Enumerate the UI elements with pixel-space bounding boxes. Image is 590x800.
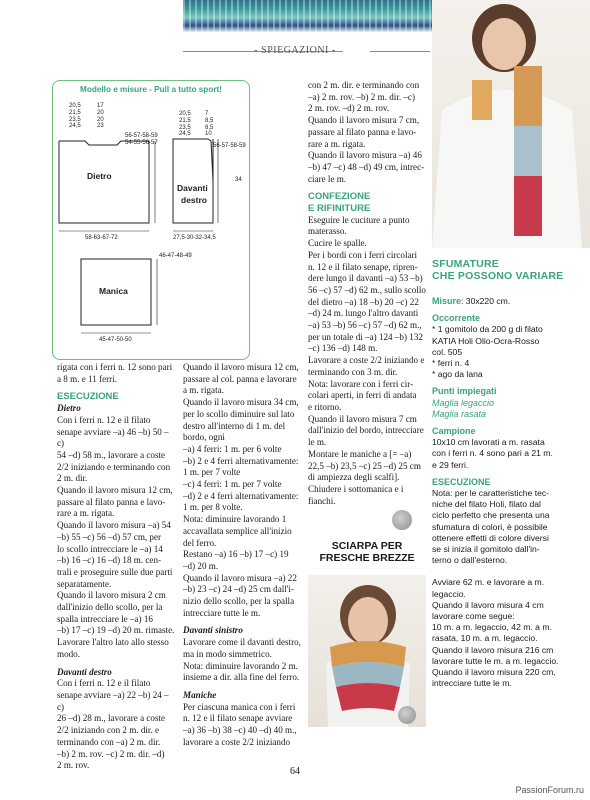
dietro-top-values: 17 20 20 23: [97, 103, 104, 130]
text-line: passare al filato panna e lavo-: [308, 126, 417, 137]
text-line: ciclo perfetto che presenta una: [432, 510, 550, 521]
text-line: accavallata semplice all'inizio: [183, 525, 292, 536]
text-line: lavorare tutte le m. a m. legaccio.: [432, 655, 559, 666]
text-line: 2 m. dir.: [57, 473, 88, 484]
column-2: [183, 362, 301, 749]
page-number: 64: [290, 766, 300, 777]
davanti-side: 56-57-58-59: [213, 143, 246, 149]
text-line: Quando il lavoro misura –a) 54: [57, 520, 171, 531]
text-line: terminando con 3 m. dir.: [308, 366, 398, 377]
text-line: con i ferri n. 4 sono pari a 21 m.: [432, 448, 553, 459]
text-line: spalla intrecciare le –a) 16: [57, 613, 153, 624]
text-line: nizio dello scollo, per la spalla: [183, 596, 295, 607]
text-line: –b) 2 e 4 ferri alternativamente:: [183, 455, 299, 466]
schematic-drawing: [53, 81, 251, 361]
sciarpa-title: SCIARPA PER FRESCHE BREZZE: [319, 540, 415, 564]
text-line: 26 –d) 28 m., lavorare a coste: [57, 713, 166, 724]
text-line: –b) 2 m. rov. –c) 2 m. dir. –d): [57, 748, 165, 759]
text-line: del ferro.: [183, 537, 217, 548]
maniche-instructions: [183, 702, 301, 749]
column-3: [308, 80, 430, 507]
text-line: Per ciascuna manica con i ferri: [183, 701, 296, 712]
misure-label: Misure: [432, 296, 462, 306]
text-line: Nota: diminuire lavorando 1: [183, 514, 287, 525]
dietro-instructions: [57, 415, 175, 661]
maniche-continued: [308, 80, 430, 185]
text-line: Nota: lavorare con i ferri cir-: [308, 378, 414, 389]
text-line: dall'inizio dello scollo, per la: [57, 602, 163, 613]
text-line: passare al filato panna e lavo-: [57, 496, 166, 507]
davanti-sinistro-instructions: [183, 637, 301, 684]
text-line: Per i bordi con i ferri circolari: [308, 249, 418, 260]
text-line: Con i ferri n. 12 e il filato: [57, 414, 151, 425]
text-line: –d) 24 m. lungo l'altro davanti: [308, 308, 419, 319]
text-line: passare al col. panna e lavorare: [183, 373, 297, 384]
schematic-diagram: [52, 80, 250, 360]
text-line: n. 12 e il filato senape avviare: [183, 713, 293, 724]
text-line: materasso.: [308, 226, 347, 237]
text-line: Quando il lavoro misura 2 cm: [57, 590, 166, 601]
text-line: Quando il lavoro misura 12 cm,: [183, 362, 299, 372]
model-illustration-large: [432, 0, 590, 248]
davanti-neck-measure: 34: [235, 177, 242, 183]
text-line: legaccio.: [432, 588, 466, 599]
text-line: Quando il lavoro misura 34 cm,: [183, 397, 299, 408]
davanti-top-sizes: 20,5 21,5 23,5 24,5: [179, 111, 191, 138]
text-line: Lavorare a coste 2/2 iniziando e: [308, 355, 425, 366]
text-line: 2/2 iniziando e terminando con: [57, 461, 171, 472]
esecuzione-heading: ESECUZIONE: [57, 391, 119, 403]
text-line: 10x10 cm lavorati a m. rasata: [432, 437, 545, 448]
text-line: 1 m. per 7 volte: [183, 467, 241, 478]
text-line: –b) 16 –c) 16 –d) 18 m. cen-: [57, 555, 162, 566]
text-line: lavorare a coste 2/2 iniziando: [183, 736, 291, 747]
text-line: Cucire le spalle.: [308, 238, 367, 249]
text-line: e ritorno.: [308, 401, 342, 412]
text-line: a m. rigata.: [183, 385, 224, 396]
text-line: per lo scollo diminuire sul lato: [183, 408, 295, 419]
text-line: Quando il lavoro misura –a) 46: [308, 150, 422, 161]
text-line: sfumatura di colori, è possibile: [432, 521, 548, 532]
text-line: trali e proseguire sulle due parti: [57, 566, 173, 577]
text-line: senape avviare –a) 46 –b) 50 –c): [57, 426, 169, 449]
text-line: –d) 2 e 4 ferri alternativamente:: [183, 490, 299, 501]
campione-text: [432, 437, 582, 471]
text-line: –a) 4 ferri: 1 m. per 6 volte: [183, 443, 282, 454]
text-line: –a) 2 m. rov. –b) 2 m. dir. –c): [308, 91, 415, 102]
text-line: di ampiezza degli scalfi].: [308, 472, 400, 483]
occorrente-list: [432, 324, 582, 380]
dietro-top-sizes: 20,5 21,5 23,5 24,5: [69, 103, 81, 130]
text-line: intrecciare tutte le m.: [183, 607, 261, 618]
confezione-heading: CONFEZIONE: [308, 191, 371, 203]
knit-texture-banner: [183, 0, 433, 32]
text-line: dall'inizio del bordo, intrecciare: [308, 425, 424, 436]
text-line: colari aperti, in ferri di andata: [308, 390, 417, 401]
text-line: dere lungo il davanti –a) 53 –b): [308, 273, 423, 284]
text-line: rasata, 10 m. a m. legaccio.: [432, 633, 538, 644]
dietro-side-a: 56-57-58-59: [125, 133, 158, 139]
text-line: n. 12 e il filato senape, ripren-: [308, 261, 418, 272]
text-line: –a) 36 –b) 38 –c) 40 –d) 40 m.,: [183, 725, 297, 736]
text-line: del dietro –a) 18 –b) 20 –c) 22: [308, 296, 419, 307]
model-illustration-small: [308, 575, 426, 727]
text-line: modo.: [57, 648, 80, 659]
text-line: lavorare come segue:: [432, 611, 515, 622]
text-line: –b) 47 –c) 48 –d) 49 cm, intrec-: [308, 161, 425, 172]
text-line: ciare le m.: [308, 173, 347, 184]
text-line: senape avviare –a) 22 –b) 24 –c): [57, 689, 169, 712]
text-line: ma in modo simmetrico.: [183, 648, 272, 659]
text-line: terno o dall'esterno.: [432, 555, 508, 566]
text-line: se si inizia il gomitolo dall'in-: [432, 544, 540, 555]
davanti-destro-continued: [183, 362, 301, 619]
text-line: –b) 55 –c) 56 –d) 57 cm, per: [57, 531, 162, 542]
section-title: - SPIEGAZIONI -: [254, 45, 336, 56]
watermark: PassionForum.ru: [515, 785, 584, 795]
dietro-label: Dietro: [87, 171, 112, 181]
text-line: 54 –d) 58 m., lavorare a coste: [57, 449, 166, 460]
text-line: le m.: [308, 437, 327, 448]
confezione-instructions: [308, 215, 430, 508]
manica-side: 46-47-48-49: [159, 253, 192, 259]
text-line: con 2 m. dir. e terminando con: [308, 80, 420, 90]
text-line: destro all'interno di 1 m. del: [183, 420, 286, 431]
text-line: Quando il lavoro misura 216 cm: [432, 644, 554, 655]
text-line: rare a m. rigata.: [57, 508, 115, 519]
text-line: Quando il lavoro misura 7 cm,: [308, 115, 420, 126]
scarf-photo-small: [308, 575, 426, 727]
text-line: –b) 17 –c) 19 –d) 20 m. rimaste.: [57, 625, 175, 636]
occorrente-heading: Occorrente: [432, 313, 481, 324]
text-line: 2/2 iniziando con 2 m. dir. e: [57, 725, 160, 736]
text-line: bordo, ogni: [183, 432, 225, 443]
punti-heading: Punti impiegati: [432, 386, 497, 397]
text-line: Chiudere i sottomanica e i: [308, 483, 404, 494]
text-line: fianchi.: [308, 495, 336, 506]
text-line: 10 m. a m. legaccio, 42 m. a m.: [432, 622, 552, 633]
text-line: insieme a dir. alla fine del ferro.: [183, 672, 300, 683]
text-line: * ferri n. 4: [432, 358, 470, 369]
text-line: Lavorare come il davanti destro,: [183, 637, 301, 648]
text-line: Montare le maniche a [= –a): [308, 448, 412, 459]
dietro-side-b: 54-55-56-57: [125, 140, 158, 146]
text-line: Quando il lavoro misura 4 cm: [432, 599, 544, 610]
text-line: Nota: per le caratteristiche tec-: [432, 488, 550, 499]
text-line: [432, 566, 582, 577]
davanti-label: Davanti: [177, 183, 208, 193]
yarn-ball-icon: [392, 510, 412, 530]
davanti-destro-subheading: Davanti destro: [57, 666, 112, 677]
text-line: lo scollo intrecciare le –a) 14: [57, 543, 163, 554]
text-line: niche del filato Holi, filato dal: [432, 499, 541, 510]
davanti-width: 27,5-30-32-34,5: [173, 235, 216, 241]
text-line: Avviare 62 m. e lavorare a m.: [432, 577, 545, 588]
esecuzione-scarf-text: [432, 488, 582, 689]
punto-rasata: Maglia rasata: [432, 408, 487, 419]
column-1: [57, 362, 175, 772]
text-line: * 1 gomitolo da 200 g di filato: [432, 324, 543, 335]
text-line: Con i ferri n. 12 e il filato: [57, 678, 151, 689]
text-line: Restano –a) 16 –b) 17 –c) 19: [183, 549, 289, 560]
text-line: Lavorare l'altro lato allo stesso: [57, 637, 169, 648]
diagram-title: Modello e misure - Pull a tutto sport!: [80, 85, 222, 94]
campione-heading: Campione: [432, 426, 476, 437]
text-line: rare a m. rigata.: [308, 138, 366, 149]
text-line: Nota: diminuire lavorando 2 m.: [183, 660, 298, 671]
text-line: 56 –c) 57 –d) 62 m., sullo scollo: [308, 284, 426, 295]
text-line: per un totale di –a) 124 –b) 132: [308, 331, 423, 342]
text-line: –b) 23 –c) 24 –d) 25 cm dall'i-: [183, 584, 294, 595]
davanti-top-values: 7 8,5 8,5 10: [205, 111, 214, 138]
text-line: KATIA Holi Olio-Ocra-Rosso: [432, 335, 540, 346]
davanti-label-2: destro: [181, 195, 207, 205]
dietro-width: 58-63-67-72: [85, 235, 118, 241]
text-line: intrecciare tutte le m.: [432, 678, 512, 689]
misure-value: : 30x220 cm.: [461, 296, 511, 306]
scarf-photo-large: [432, 0, 590, 248]
text-line: rigata con i ferri n. 12 sono pari: [57, 362, 173, 372]
davanti-destro-instructions: [57, 678, 175, 772]
text-line: –c) 136 –d) 148 m.: [308, 343, 378, 354]
scarf-section-title: SFUMATURE CHE POSSONO VARIARE: [432, 258, 564, 282]
text-line: 22,5 –b) 23,5 –c) 25 –d) 25 cm: [308, 460, 421, 471]
davanti-sinistro-subheading: Davanti sinistro: [183, 625, 243, 636]
text-line: e 29 ferri.: [432, 459, 469, 470]
punto-legaccio: Maglia legaccio: [432, 397, 495, 408]
rifiniture-heading: E RIFINITURE: [308, 203, 371, 215]
manica-width: 45-47-50-50: [99, 337, 132, 343]
text-line: 1 m. per 8 volte.: [183, 502, 243, 513]
text-line: ottenere effetti di colore diversi: [432, 532, 549, 543]
text-line: 2 m. rov. –d) 2 m. rov.: [308, 103, 390, 114]
text-line: * ago da lana: [432, 369, 483, 380]
esecuzione-scarf-heading: ESECUZIONE: [432, 476, 491, 487]
text-line: –a) 53 –b) 56 –c) 57 –d) 62 m.,: [308, 320, 422, 331]
text-line: a 8 m. e 11 ferri.: [57, 373, 118, 384]
yarn-ball-icon: [398, 706, 416, 724]
text-line: Eseguire le cuciture a punto: [308, 214, 410, 225]
scarf-instructions: [432, 296, 582, 690]
text-line: Quando il lavoro misura 7 cm: [308, 413, 417, 424]
dietro-subheading: Dietro: [57, 403, 81, 414]
text-line: Quando il lavoro misura 220 cm,: [432, 667, 556, 678]
text-line: separatamente.: [57, 578, 112, 589]
text-line: –d) 20 m.: [183, 560, 219, 571]
text-line: Quando il lavoro misura –a) 22: [183, 572, 297, 583]
text-line: –c) 4 ferri: 1 m. per 7 volte: [183, 479, 282, 490]
text-line: Quando il lavoro misura 12 cm,: [57, 485, 173, 496]
text-line: col. 505: [432, 346, 463, 357]
text-line: terminando con –a) 2 m. dir.: [57, 736, 161, 747]
maniche-subheading: Maniche: [183, 689, 217, 700]
text-line: 2 m. rov.: [57, 760, 90, 771]
manica-label: Manica: [99, 286, 128, 296]
